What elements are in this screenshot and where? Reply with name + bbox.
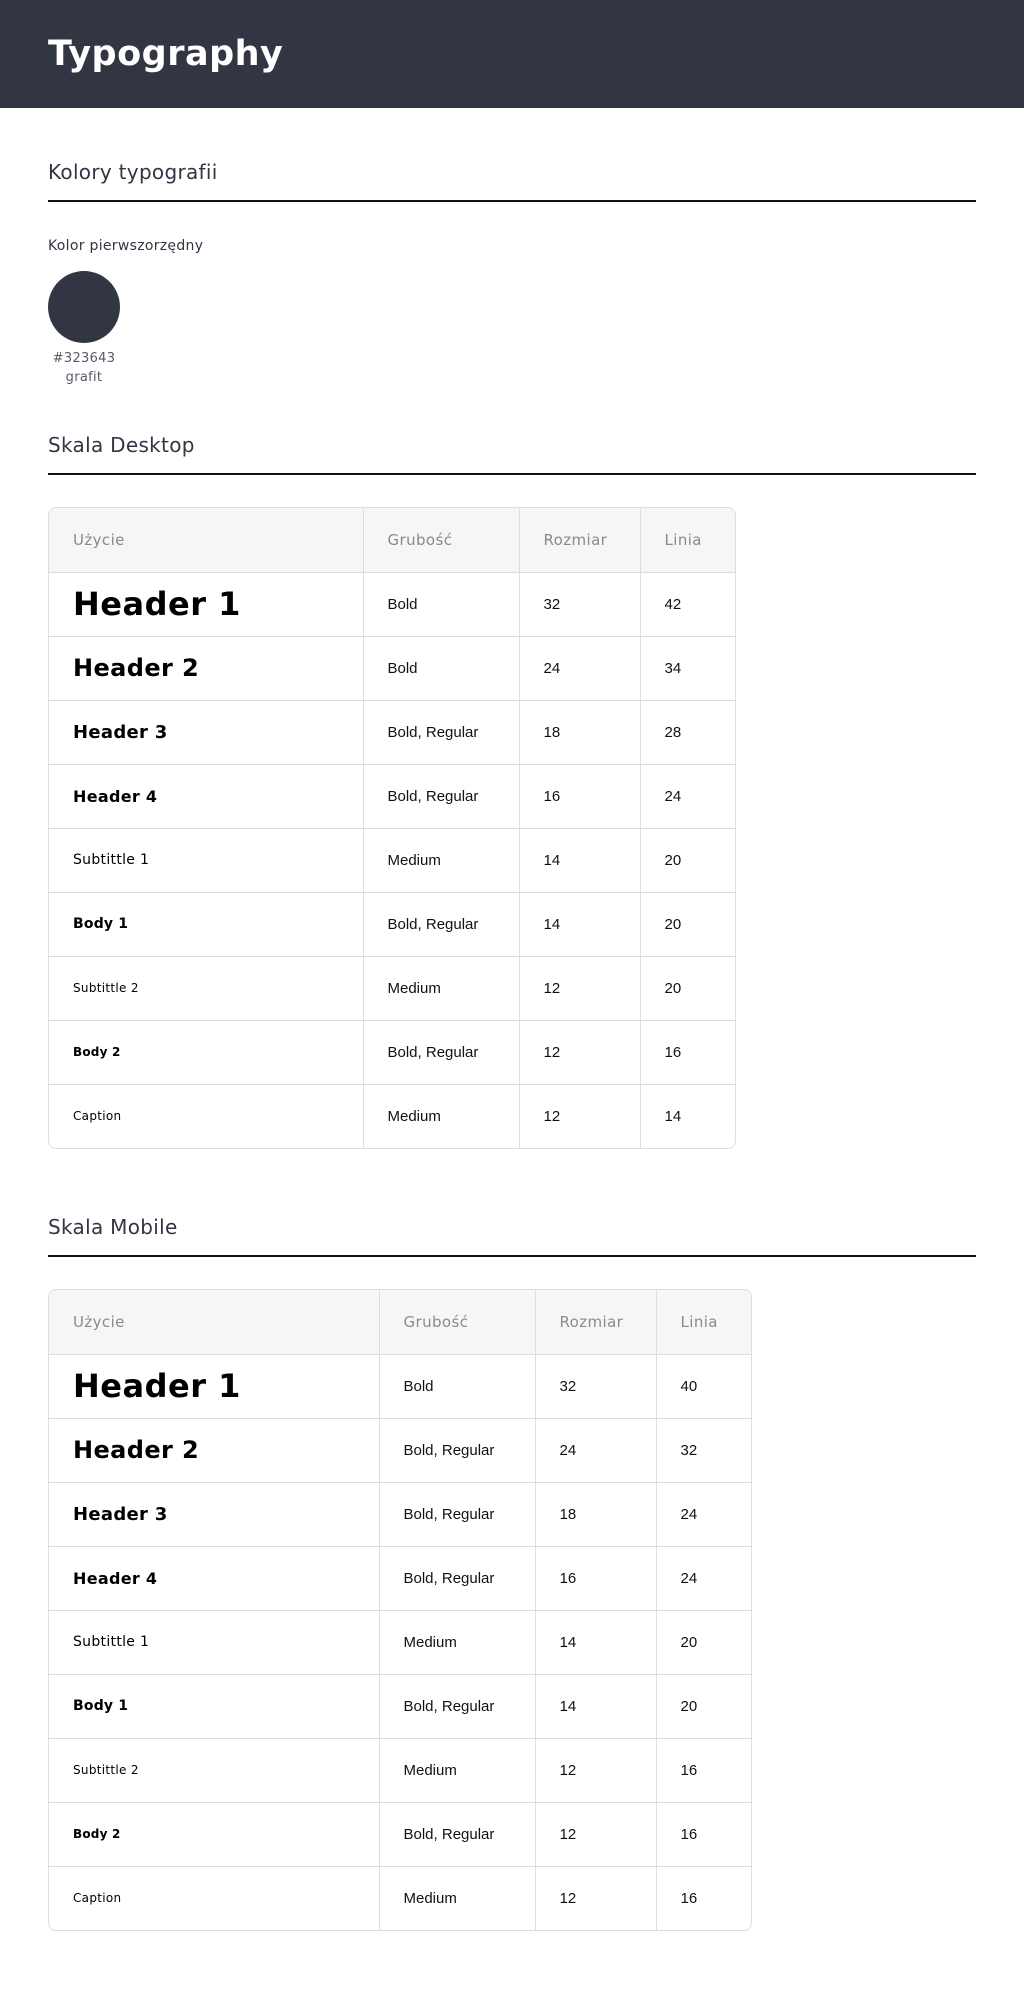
table-row xyxy=(49,1084,736,1148)
line-cell: 16 xyxy=(680,1889,698,1907)
table-row xyxy=(49,1866,752,1930)
mobile-scale-table xyxy=(48,1289,752,1931)
line-cell: 24 xyxy=(640,764,736,828)
size-cell: 14 xyxy=(535,1610,656,1674)
weight-cell: Bold, Regular xyxy=(379,1674,535,1738)
weight-cell: Medium xyxy=(363,1084,519,1148)
weight-cell: Bold xyxy=(363,572,519,636)
usage-sample: Header 3 xyxy=(49,700,363,764)
line-cell: 20 xyxy=(640,956,736,1020)
desktop-scale-table xyxy=(48,507,736,1149)
line-cell: 24 xyxy=(656,1482,752,1546)
size-cell: 12 xyxy=(519,1020,640,1084)
size-cell: 16 xyxy=(519,764,640,828)
line-cell: 20 xyxy=(656,1674,752,1738)
color-swatch-hex: #323643 xyxy=(52,351,116,366)
weight-cell: Bold, Regular xyxy=(379,1802,535,1866)
section-title-colors: Kolory typografii xyxy=(48,160,218,184)
line-cell: 20 xyxy=(640,828,736,892)
line-cell: 40 xyxy=(656,1354,752,1418)
line-cell: 20 xyxy=(656,1610,752,1674)
table-row xyxy=(49,700,736,764)
weight-cell: Medium xyxy=(379,1738,535,1802)
weight-cell: Medium xyxy=(363,956,519,1020)
size-cell: 12 xyxy=(519,956,640,1020)
usage-sample: Header 2 xyxy=(49,636,363,700)
page-header xyxy=(0,0,1024,108)
line-cell: 28 xyxy=(640,700,736,764)
table-row xyxy=(49,1610,752,1674)
table-row xyxy=(49,828,736,892)
usage-sample: Body 2 xyxy=(49,1802,379,1866)
size-cell: 32 xyxy=(519,572,640,636)
column-header-weight: Grubość xyxy=(363,508,519,572)
table-row xyxy=(49,1354,752,1418)
line-cell: 34 xyxy=(640,636,736,700)
weight-cell: Bold, Regular xyxy=(379,1546,535,1610)
usage-sample: Subtittle 1 xyxy=(49,828,363,892)
usage-sample: Header 4 xyxy=(49,764,363,828)
line-cell: 16 xyxy=(656,1802,752,1866)
size-cell: 12 xyxy=(535,1802,656,1866)
section-divider xyxy=(48,200,976,202)
table-row xyxy=(49,1546,752,1610)
table-row xyxy=(49,764,736,828)
line-cell: 16 xyxy=(640,1020,736,1084)
size-cell: 18 xyxy=(519,700,640,764)
usage-sample: Body 1 xyxy=(49,892,363,956)
usage-sample: Body 2 xyxy=(49,1020,363,1084)
weight-cell: Bold xyxy=(379,1354,535,1418)
color-swatch-circle xyxy=(48,271,120,343)
table-row xyxy=(49,1802,752,1866)
column-header-line: Linia xyxy=(656,1290,752,1354)
size-cell: 16 xyxy=(535,1546,656,1610)
primary-color-label: Kolor pierwszorzędny xyxy=(48,238,204,254)
weight-cell: Medium xyxy=(379,1610,535,1674)
column-header-size: Rozmiar xyxy=(535,1290,656,1354)
table-row xyxy=(49,1020,736,1084)
size-cell: 24 xyxy=(535,1418,656,1482)
weight-cell: Bold, Regular xyxy=(379,1482,535,1546)
weight-cell: Bold, Regular xyxy=(363,892,519,956)
section-divider xyxy=(48,1255,976,1257)
section-title-mobile: Skala Mobile xyxy=(48,1215,178,1239)
usage-sample: Caption xyxy=(49,1866,379,1930)
usage-sample: Subtittle 2 xyxy=(49,956,363,1020)
weight-cell: Bold, Regular xyxy=(363,764,519,828)
line-cell: 14 xyxy=(664,1107,682,1125)
usage-sample: Header 2 xyxy=(49,1418,379,1482)
weight-cell: Bold, Regular xyxy=(363,700,519,764)
table-row xyxy=(49,572,736,636)
main-content xyxy=(0,160,1024,1931)
table-row xyxy=(49,956,736,1020)
weight-cell: Medium xyxy=(379,1866,535,1930)
usage-sample: Header 1 xyxy=(49,572,363,636)
weight-cell: Bold xyxy=(363,636,519,700)
size-cell: 12 xyxy=(535,1738,656,1802)
column-header-usage: Użycie xyxy=(49,1290,379,1354)
table-row xyxy=(49,1674,752,1738)
usage-sample: Caption xyxy=(49,1084,363,1148)
size-cell: 24 xyxy=(519,636,640,700)
table-row xyxy=(49,892,736,956)
mobile-scale-section xyxy=(48,1215,976,1931)
size-cell: 12 xyxy=(535,1866,656,1930)
usage-sample: Header 3 xyxy=(49,1482,379,1546)
column-header-line: Linia xyxy=(640,508,736,572)
table-row xyxy=(49,1418,752,1482)
color-swatch-name: grafit xyxy=(65,370,103,385)
page-title: Typography xyxy=(48,34,284,74)
section-divider xyxy=(48,473,976,475)
size-cell: 14 xyxy=(535,1674,656,1738)
size-cell: 32 xyxy=(535,1354,656,1418)
color-swatch-graphite xyxy=(48,271,120,385)
column-header-weight: Grubość xyxy=(379,1290,535,1354)
size-cell: 14 xyxy=(519,892,640,956)
line-cell: 20 xyxy=(640,892,736,956)
line-cell: 24 xyxy=(656,1546,752,1610)
table-row xyxy=(49,636,736,700)
usage-sample: Subtittle 2 xyxy=(49,1738,379,1802)
column-header-usage: Użycie xyxy=(49,508,363,572)
usage-sample: Body 1 xyxy=(49,1674,379,1738)
usage-sample: Header 1 xyxy=(49,1354,379,1418)
size-cell: 14 xyxy=(519,828,640,892)
table-header-row xyxy=(49,1290,752,1354)
weight-cell: Medium xyxy=(363,828,519,892)
section-title-desktop: Skala Desktop xyxy=(48,433,195,457)
desktop-scale-section xyxy=(48,433,976,1149)
table-row xyxy=(49,1738,752,1802)
weight-cell: Bold, Regular xyxy=(379,1418,535,1482)
usage-sample: Subtittle 1 xyxy=(49,1610,379,1674)
weight-cell: Bold, Regular xyxy=(363,1020,519,1084)
table-row xyxy=(49,1482,752,1546)
line-cell: 32 xyxy=(656,1418,752,1482)
typography-colors-section xyxy=(48,160,976,385)
line-cell: 16 xyxy=(656,1738,752,1802)
usage-sample: Header 4 xyxy=(49,1546,379,1610)
line-cell: 42 xyxy=(640,572,736,636)
size-cell: 12 xyxy=(519,1084,640,1148)
size-cell: 18 xyxy=(535,1482,656,1546)
column-header-size: Rozmiar xyxy=(519,508,640,572)
table-header-row xyxy=(49,508,736,572)
